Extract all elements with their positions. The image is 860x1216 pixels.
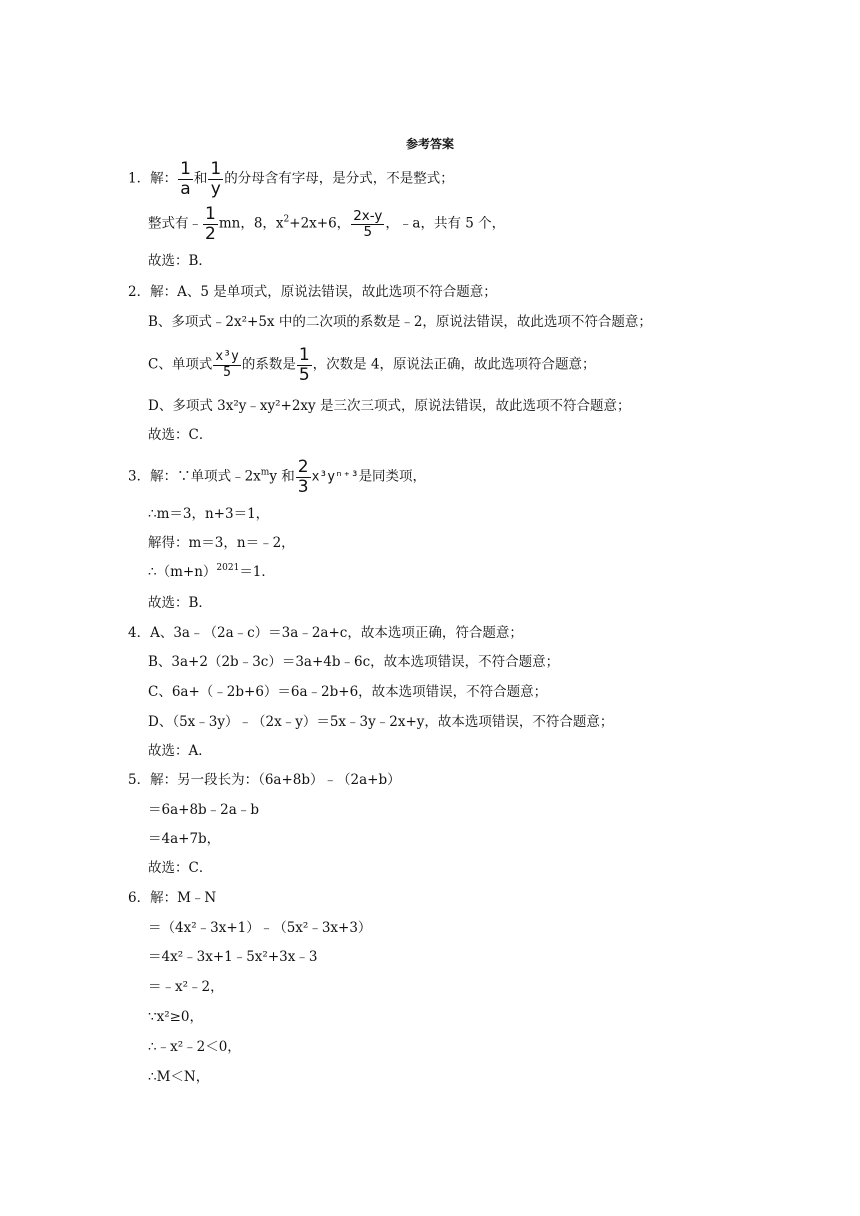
q3-number: 3． bbox=[128, 468, 151, 485]
q5-line-2: ＝6a+8b﹣2a﹣b bbox=[148, 802, 259, 818]
q3-line-2: ∴m＝3，n+3＝1， bbox=[148, 506, 270, 522]
q3-fraction-2-over-3: $\frac{2}{3}$ bbox=[297, 457, 309, 497]
q6-line-5: ∵x²≥0， bbox=[148, 1009, 204, 1025]
q1-answer: 故选：B． bbox=[148, 253, 212, 269]
q6-line-4: ＝﹣x²﹣2， bbox=[148, 979, 224, 995]
q3-line-1: 3．解：∵单项式$﹣2x^my$ 和 $\frac{2}{3}$ x³yⁿ⁺³是同类项， bbox=[128, 457, 427, 497]
page-title: 参考答案 bbox=[405, 137, 454, 151]
q4-answer: 故选：A． bbox=[148, 743, 212, 759]
q2-fraction-x3y-over-5: $\frac{\text{x³y}}{5}$ bbox=[215, 349, 239, 380]
q3-line-4: $\therefore(m+n)^{2021}=1$． bbox=[148, 563, 275, 580]
q4-line-1: 4．A、3a﹣（2a﹣c）＝3a﹣2a+c，故本选项正确，符合题意； bbox=[128, 625, 523, 641]
q2-number: 2． bbox=[128, 284, 151, 300]
q6-line-1: 6．解：M﹣N bbox=[128, 890, 217, 906]
q2-line-3: C、单项式 $\frac{\text{x³y}}{5}$ 的系数是 $\frac{1}{5}$ ，次数是 4，原说法正确，故此选项符合题意； bbox=[148, 345, 596, 385]
q2-fraction-1-over-5: $\frac{1}{5}$ bbox=[298, 345, 310, 385]
q6-line-3: ＝4x²﹣3x+1﹣5x²+3x﹣3 bbox=[148, 949, 318, 965]
q2-line-2: B、多项式﹣2x²+5x 中的二次项的系数是﹣2，原说法错误，故此选项不符合题意； bbox=[148, 314, 652, 330]
q4-line-2: B、3a+2（2b﹣3c）＝3a+4b﹣6c，故本选项错误，不符合题意； bbox=[148, 654, 560, 670]
q1-fraction-half: $\frac{1}{2}$ bbox=[205, 204, 216, 244]
q4-line-3: C、6a+（﹣2b+6）＝6a﹣2b+6，故本选项错误，不符合题意； bbox=[148, 684, 548, 700]
q1-fraction-1-over-a: $\frac{1}{a}$ bbox=[180, 159, 191, 199]
q2-line-1: 2．解：A、5 是单项式，原说法错误，故此选项不符合题意； bbox=[128, 284, 497, 300]
q5-number: 5． bbox=[128, 772, 151, 788]
q6-line-7: ∴M＜N， bbox=[148, 1069, 210, 1085]
q1-fraction-1-over-y: $\frac{1}{y}$ bbox=[210, 159, 222, 199]
q2-line-4: D、多项式 3x²y﹣xy²+2xy 是三次三项式，原说法错误，故此选项不符合题意； bbox=[148, 398, 631, 414]
q3-answer: 故选：B． bbox=[148, 595, 212, 611]
q6-line-6: ∴﹣x²﹣2＜0， bbox=[148, 1039, 241, 1055]
q1-line-2: 整式有﹣ $\frac{1}{2}$ mn，8，$x^2+2x+6$， $\frac{2x-y}{5}$ ，﹣a，共有 5 个， bbox=[148, 204, 506, 244]
q4-line-4: D、（5x﹣3y）﹣（2x﹣y）＝5x﹣3y﹣2x+y，故本选项错误，不符合题意； bbox=[148, 714, 614, 730]
q2-answer: 故选：C． bbox=[148, 427, 213, 443]
q5-line-3: ＝4a+7b， bbox=[148, 831, 221, 847]
q6-line-2: ＝（4x²﹣3x+1）﹣（5x²﹣3x+3） bbox=[148, 920, 372, 936]
q5-answer: 故选：C． bbox=[148, 860, 213, 876]
q1-fraction-2x-y-over-5: $\frac{2x-y}{5}$ bbox=[353, 207, 383, 240]
q5-line-1: 5．解：另一段长为：（6a+8b）﹣（2a+b） bbox=[128, 772, 401, 788]
q1-number: 1． bbox=[128, 170, 151, 187]
q4-number: 4． bbox=[128, 625, 151, 641]
q1-line-1: 1．解： $\frac{1}{a}$ 和 $\frac{1}{y}$ 的分母含有字母，是分式，不是整式； bbox=[128, 159, 454, 199]
q3-line-3: 解得：m＝3，n＝﹣2， bbox=[148, 535, 295, 551]
q6-number: 6． bbox=[128, 890, 151, 906]
